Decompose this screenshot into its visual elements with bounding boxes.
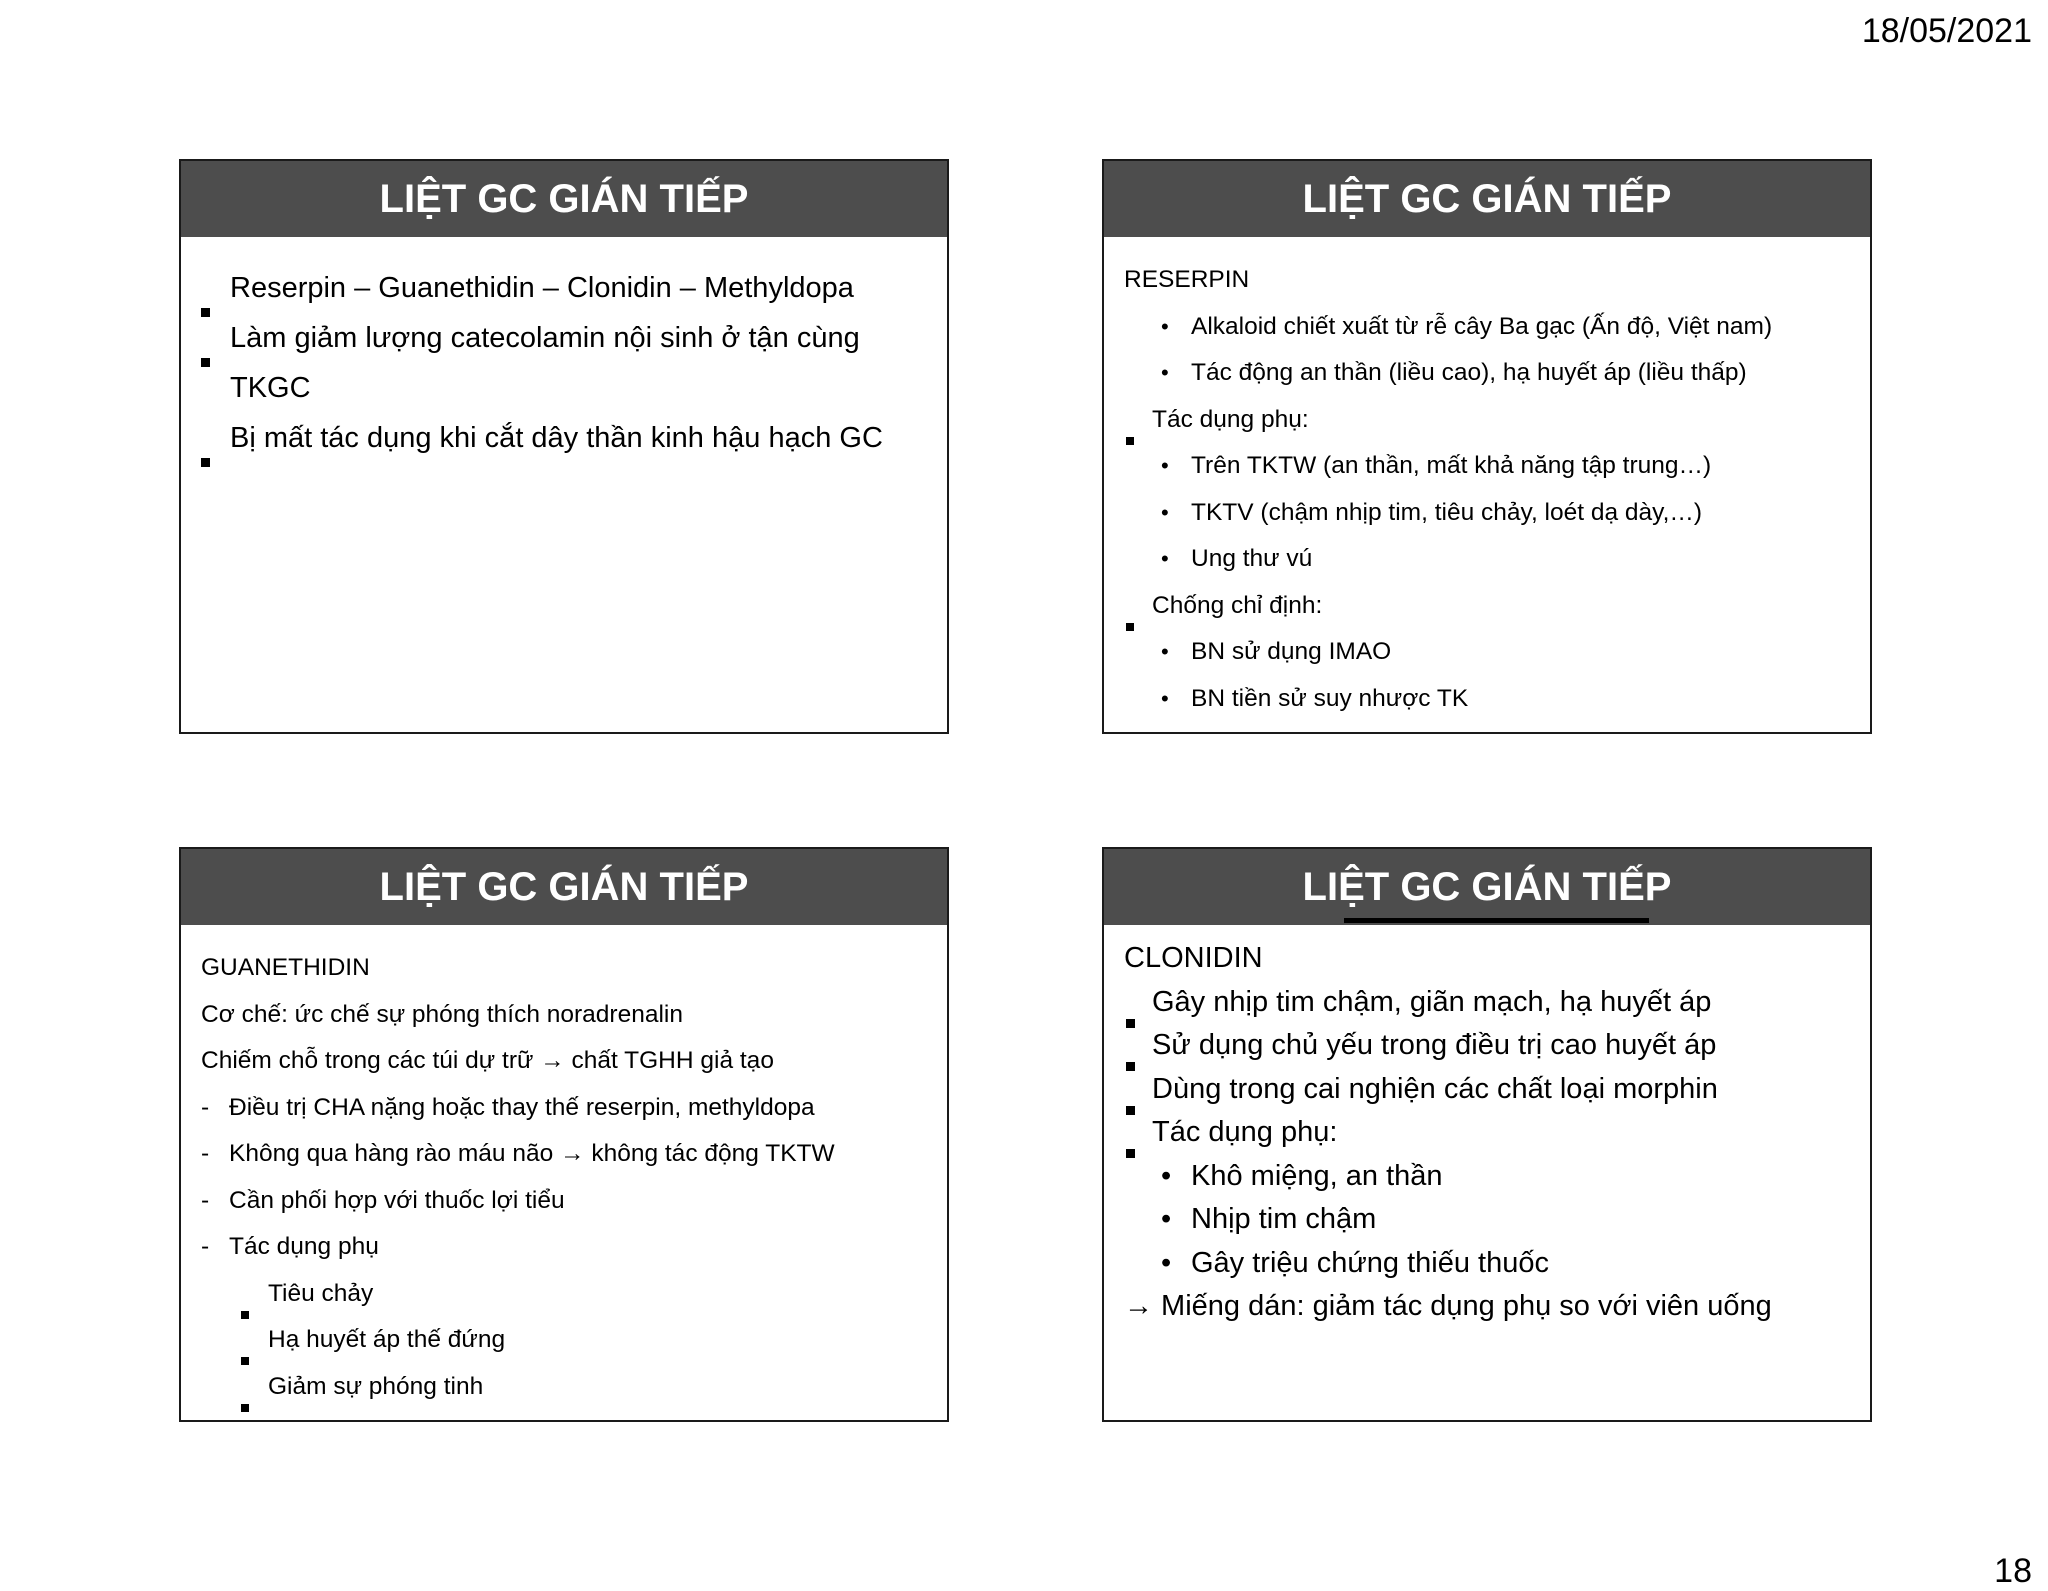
dot-bullet-icon: • bbox=[1161, 313, 1169, 339]
sub-list-item: • BN sử dụng IMAO bbox=[1124, 629, 1850, 676]
section-heading: GUANETHIDIN bbox=[201, 954, 370, 981]
dash-bullet-icon: - bbox=[201, 1140, 210, 1167]
slide-title: LIỆT GC GIÁN TIẾP bbox=[181, 161, 947, 237]
dash-bullet-icon: - bbox=[201, 1233, 210, 1260]
page-date: 18/05/2021 bbox=[1861, 12, 2032, 50]
list-item: Làm giảm lượng catecolamin nội sinh ở tận cùng bbox=[201, 313, 927, 363]
conclusion-line: → Miếng dán: giảm tác dụng phụ so với viên uống bbox=[1124, 1290, 1772, 1322]
dot-bullet-icon: • bbox=[1161, 546, 1169, 571]
list-item: Sử dụng chủ yếu trong điều trị cao huyết áp bbox=[1124, 1024, 1850, 1068]
dot-bullet-icon: • bbox=[1161, 1203, 1172, 1235]
slide-body bbox=[181, 237, 947, 463]
sub-list-item: • BN tiền sử suy nhược TK bbox=[1124, 676, 1850, 723]
sub-list-item: • Alkaloid chiết xuất từ rễ cây Ba gạc (Ấn độ, Việt nam) bbox=[1124, 304, 1850, 351]
dot-bullet-icon: • bbox=[1161, 1159, 1172, 1192]
dot-bullet-icon: • bbox=[1161, 499, 1169, 525]
list-item: Gây nhịp tim chậm, giãn mạch, hạ huyết áp bbox=[1124, 981, 1850, 1025]
list-item: - Điều trị CHA nặng hoặc thay thế reserpin, methyldopa bbox=[201, 1085, 927, 1132]
list-item: Reserpin – Guanethidin – Clonidin – Methyldopa bbox=[201, 263, 927, 313]
list-item: Chiếm chỗ trong các túi dự trữ → chất TGHH giả tạo bbox=[201, 1047, 774, 1074]
list-item: - Không qua hàng rào máu não → không tác động TKTW bbox=[201, 1131, 927, 1178]
list-item: Cơ chế: ức chế sự phóng thích noradrenalin bbox=[201, 1000, 683, 1028]
page-number: 18 bbox=[1994, 1552, 2032, 1590]
list-item: Tác dụng phụ: bbox=[1124, 397, 1850, 444]
dot-bullet-icon: • bbox=[1161, 453, 1169, 478]
sub-list-item: • Ung thư vú bbox=[1124, 536, 1850, 583]
list-item: Dùng trong cai nghiện các chất loại morphin bbox=[1124, 1068, 1850, 1112]
square-bullet-icon bbox=[201, 458, 210, 467]
sub-list-item: • Gây triệu chứng thiếu thuốc bbox=[1124, 1242, 1850, 1286]
sub-list-item: • Trên TKTW (an thần, mất khả năng tập trung…) bbox=[1124, 443, 1850, 490]
sub-list-item: • TKTV (chậm nhịp tim, tiêu chảy, loét dạ dày,…) bbox=[1124, 490, 1850, 537]
slide-body bbox=[181, 925, 947, 1410]
square-bullet-icon bbox=[241, 1404, 249, 1412]
dot-bullet-icon: • bbox=[1161, 1246, 1172, 1279]
dot-bullet-icon: • bbox=[1161, 639, 1169, 664]
list-item: - Cần phối hợp với thuốc lợi tiểu bbox=[201, 1178, 927, 1225]
sub-list-item: Tiêu chảy bbox=[201, 1271, 927, 1318]
dash-bullet-icon: - bbox=[201, 1093, 210, 1121]
list-item: Bị mất tác dụng khi cắt dây thần kinh hậu hạch GC bbox=[201, 413, 927, 463]
section-heading: CLONIDIN bbox=[1124, 942, 1263, 974]
slide-1 bbox=[179, 159, 949, 734]
dot-bullet-icon: • bbox=[1161, 685, 1169, 711]
sub-list-item: Hạ huyết áp thế đứng bbox=[201, 1317, 927, 1364]
slide-title: LIỆT GC GIÁN TIẾP bbox=[1104, 161, 1870, 237]
dash-bullet-icon: - bbox=[201, 1186, 210, 1214]
dot-bullet-icon: • bbox=[1161, 360, 1169, 385]
slide-body bbox=[1104, 237, 1870, 722]
sub-list-item: Giảm sự phóng tinh bbox=[201, 1364, 927, 1411]
slide-3 bbox=[179, 847, 949, 1422]
slide-4 bbox=[1102, 847, 1872, 1422]
slide-2 bbox=[1102, 159, 1872, 734]
sub-list-item: • Khô miệng, an thần bbox=[1124, 1155, 1850, 1199]
title-underline bbox=[1344, 918, 1649, 923]
section-heading: RESERPIN bbox=[1124, 266, 1250, 293]
sub-list-item: • Nhịp tim chậm bbox=[1124, 1198, 1850, 1242]
list-item: Tác dụng phụ: bbox=[1124, 1111, 1850, 1155]
list-item-continuation: TKGC bbox=[230, 372, 311, 404]
slide-title: LIỆT GC GIÁN TIẾP bbox=[181, 849, 947, 925]
list-item: Chống chỉ định: bbox=[1124, 583, 1850, 630]
sub-list-item: • Tác động an thần (liều cao), hạ huyết áp (liều thấp) bbox=[1124, 350, 1850, 397]
slide-title: LIỆT GC GIÁN TIẾP bbox=[1104, 849, 1870, 925]
list-item: - Tác dụng phụ bbox=[201, 1224, 927, 1271]
slide-body bbox=[1104, 925, 1870, 1329]
